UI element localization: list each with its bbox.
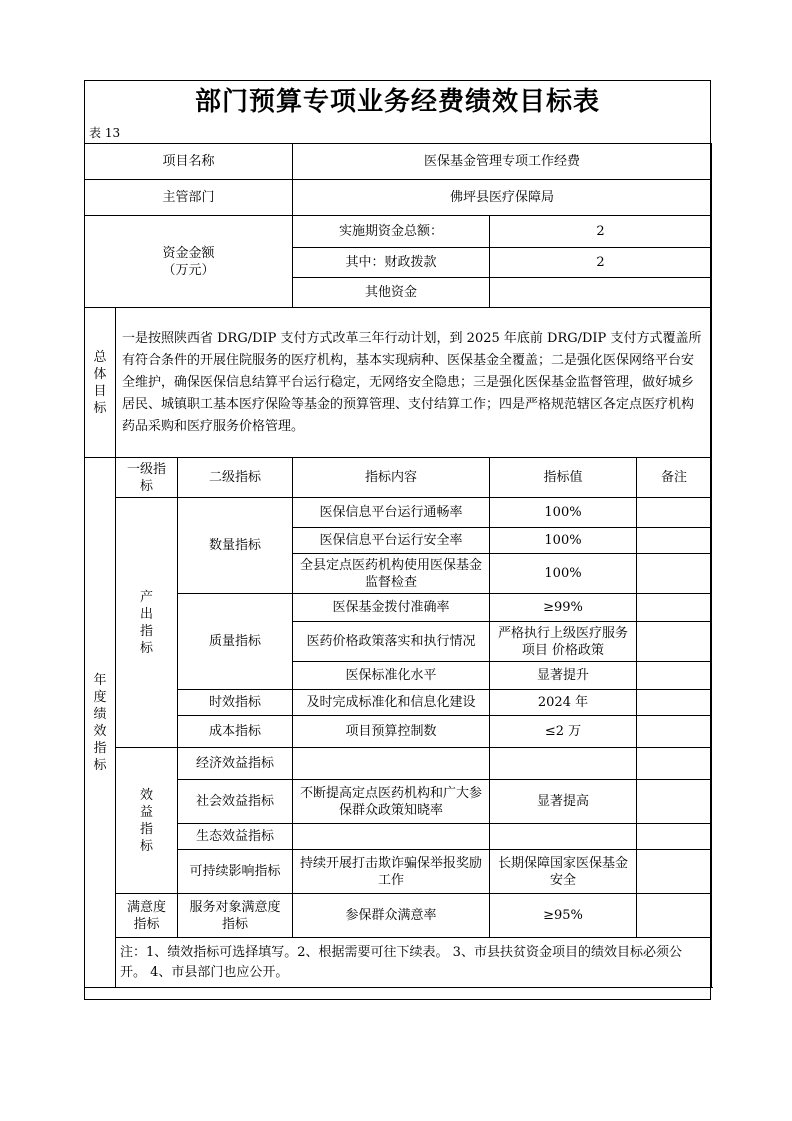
funds-other-label: 其他资金 bbox=[293, 278, 490, 308]
indicator-content bbox=[293, 824, 490, 850]
overall-goal-label-char: 标 bbox=[93, 400, 107, 416]
table-row bbox=[85, 780, 712, 824]
table-row bbox=[85, 748, 712, 780]
annual-label-char: 效 bbox=[93, 723, 107, 739]
project-name-label: 项目名称 bbox=[85, 144, 293, 180]
benefit-label-char: 标 bbox=[139, 838, 153, 854]
indicator-value: 2024 年 bbox=[490, 690, 637, 716]
timeliness-indicator-label: 时效指标 bbox=[178, 690, 293, 716]
indicator-value: 100% bbox=[490, 554, 637, 594]
indicator-content: 项目预算控制数 bbox=[293, 716, 490, 748]
department-label: 主管部门 bbox=[85, 180, 293, 216]
benefit-label-char: 效 bbox=[139, 787, 153, 803]
indicator-value bbox=[490, 748, 637, 780]
annual-label-char: 指 bbox=[93, 740, 107, 756]
output-label-char: 出 bbox=[139, 606, 153, 622]
funds-total-value: 2 bbox=[490, 216, 712, 248]
service-satisfaction-label bbox=[178, 894, 293, 938]
indicator-remark bbox=[637, 748, 712, 780]
quality-indicator-label: 质量指标 bbox=[178, 594, 293, 690]
table-row bbox=[85, 894, 712, 938]
indicator-remark bbox=[637, 690, 712, 716]
indicator-value: 100% bbox=[490, 498, 637, 528]
benefit-label-char: 益 bbox=[139, 804, 153, 820]
annual-label-char: 年 bbox=[93, 672, 107, 688]
indicator-value: 长期保障国家医保基金安全 bbox=[490, 850, 637, 894]
indicator-value: ≤2 万 bbox=[490, 716, 637, 748]
content-header: 指标内容 bbox=[293, 458, 490, 498]
level1-header-line1: 一级指 bbox=[126, 461, 166, 477]
funds-other-value bbox=[490, 278, 712, 308]
quantity-indicator-label: 数量指标 bbox=[178, 498, 293, 594]
indicator-remark bbox=[637, 622, 712, 662]
performance-table bbox=[84, 143, 712, 988]
table-row bbox=[85, 690, 712, 716]
indicator-value: ≥95% bbox=[490, 894, 637, 938]
overall-goal-text: 一是按照陕西省 DRG/DIP 支付方式改革三年行动计划，到 2025 年底前 DRG/DIP 支付方式覆盖所有符合条件的开展住院服务的医疗机构，基本实现病种、医保基金全覆盖；二是强化医保网络平台安全维护，确保医保信息结算平台运行稳定，无网络安全隐患；三是强化医保基金监督管理，做好城乡居民、城镇职工基本医疗保险等基金的预算管理、支付结算工作；四是严格规范辖区各定点医疗机构药品采购和医疗服务价格管理。 bbox=[116, 308, 712, 458]
ecological-indicator-label: 生态效益指标 bbox=[178, 824, 293, 850]
output-indicator-label bbox=[116, 498, 178, 748]
benefit-indicator-label bbox=[116, 748, 178, 894]
department-value: 佛坪县医疗保障局 bbox=[293, 180, 712, 216]
indicator-content: 全县定点医药机构使用医保基金监督检查 bbox=[293, 554, 490, 594]
table-row bbox=[85, 850, 712, 894]
satisfaction-label-line2: 指标 bbox=[133, 916, 160, 932]
sustainable-indicator-label: 可持续影响指标 bbox=[178, 850, 293, 894]
indicator-remark bbox=[637, 824, 712, 850]
annual-label-char: 度 bbox=[93, 689, 107, 705]
indicator-content: 参保群众满意率 bbox=[293, 894, 490, 938]
funds-label bbox=[85, 216, 293, 308]
indicator-remark bbox=[637, 554, 712, 594]
indicator-remark bbox=[637, 780, 712, 824]
indicator-content: 医保信息平台运行通畅率 bbox=[293, 498, 490, 528]
funds-total-label: 实施期资金总额： bbox=[293, 216, 490, 248]
output-label-char: 指 bbox=[139, 623, 153, 639]
indicator-content: 持续开展打击欺诈骗保举报奖励工作 bbox=[293, 850, 490, 894]
indicator-content: 医保标准化水平 bbox=[293, 662, 490, 690]
service-label-line2: 指标 bbox=[221, 916, 248, 932]
cost-indicator-label: 成本指标 bbox=[178, 716, 293, 748]
project-name-value: 医保基金管理专项工作经费 bbox=[293, 144, 712, 180]
annual-indicator-label bbox=[85, 458, 116, 988]
annual-label-char: 标 bbox=[93, 757, 107, 773]
overall-goal-label-char: 总 bbox=[93, 349, 107, 365]
indicator-header-row bbox=[85, 458, 712, 498]
funds-total-row bbox=[85, 216, 712, 248]
indicator-content: 医保信息平台运行安全率 bbox=[293, 528, 490, 554]
service-label-line1: 服务对象满意度 bbox=[189, 899, 281, 915]
output-label-char: 标 bbox=[139, 640, 153, 656]
indicator-remark bbox=[637, 528, 712, 554]
funds-fiscal-value: 2 bbox=[490, 248, 712, 278]
project-name-row bbox=[85, 144, 712, 180]
indicator-value bbox=[490, 824, 637, 850]
overall-goal-label-char: 目 bbox=[93, 383, 107, 399]
footnote: 注：1、绩效指标可选择填写。2、根据需要可往下续表。 3、市县扶贫资金项目的绩效目标必须公开。 4、市县部门也应公开。 bbox=[116, 938, 712, 988]
table-row bbox=[85, 824, 712, 850]
overall-goal-label bbox=[85, 308, 116, 458]
indicator-remark bbox=[637, 498, 712, 528]
table-row bbox=[85, 498, 712, 528]
performance-target-sheet bbox=[84, 80, 711, 1000]
remark-header: 备注 bbox=[637, 458, 712, 498]
indicator-content: 不断提高定点医药机构和广大参保群众政策知晓率 bbox=[293, 780, 490, 824]
indicator-remark bbox=[637, 716, 712, 748]
indicator-remark bbox=[637, 662, 712, 690]
indicator-value: ≥99% bbox=[490, 594, 637, 622]
funds-label-line2: （万元） bbox=[162, 262, 215, 278]
economic-indicator-label: 经济效益指标 bbox=[178, 748, 293, 780]
funds-label-line1: 资金金额 bbox=[162, 245, 215, 261]
indicator-value: 100% bbox=[490, 528, 637, 554]
indicator-value: 显著提高 bbox=[490, 780, 637, 824]
table-number: 表 13 bbox=[89, 126, 121, 140]
table-row bbox=[85, 716, 712, 748]
indicator-content: 及时完成标准化和信息化建设 bbox=[293, 690, 490, 716]
footnote-row bbox=[85, 938, 712, 988]
value-header: 指标值 bbox=[490, 458, 637, 498]
overall-goal-label-char: 体 bbox=[93, 366, 107, 382]
satisfaction-indicator-label bbox=[116, 894, 178, 938]
output-label-char: 产 bbox=[139, 589, 153, 605]
indicator-content bbox=[293, 748, 490, 780]
indicator-remark bbox=[637, 850, 712, 894]
satisfaction-label-line1: 满意度 bbox=[126, 899, 166, 915]
level1-header-line2: 标 bbox=[139, 478, 153, 494]
annual-label-char: 绩 bbox=[93, 706, 107, 722]
department-row bbox=[85, 180, 712, 216]
table-row bbox=[85, 594, 712, 622]
overall-goal-row bbox=[85, 308, 712, 458]
indicator-remark bbox=[637, 594, 712, 622]
indicator-value: 显著提升 bbox=[490, 662, 637, 690]
indicator-value: 严格执行上级医疗服务项目 价格政策 bbox=[490, 622, 637, 662]
indicator-content: 医药价格政策落实和执行情况 bbox=[293, 622, 490, 662]
social-indicator-label: 社会效益指标 bbox=[178, 780, 293, 824]
level1-header bbox=[116, 458, 178, 498]
benefit-label-char: 指 bbox=[139, 821, 153, 837]
page-title: 部门预算专项业务经费绩效目标表 bbox=[194, 87, 600, 117]
level2-header: 二级指标 bbox=[178, 458, 293, 498]
indicator-content: 医保基金拨付准确率 bbox=[293, 594, 490, 622]
funds-fiscal-label: 其中：财政拨款 bbox=[293, 248, 490, 278]
indicator-remark bbox=[637, 894, 712, 938]
